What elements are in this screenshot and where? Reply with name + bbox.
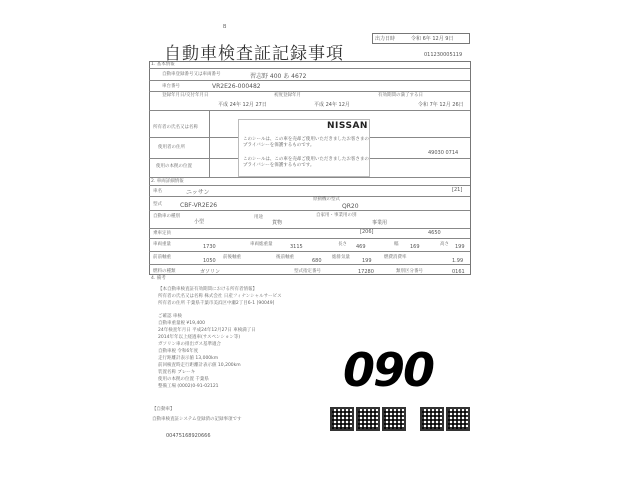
form-code: B <box>223 24 227 30</box>
first-registration-date: 平成 24年 12月 27日 <box>218 102 267 108</box>
model-code: CBF-VR2E26 <box>180 202 218 209</box>
registration-number: 習志野 400 あ 4672 <box>250 73 307 80</box>
vin-number: VR2E26-000482 <box>212 83 261 90</box>
notes-block: 【本自動車検査証有効期間における所有者情報】 所有者の氏名又は名称 株式会社 日産フィナンシャルサービス 所有者の住所 千葉県千葉市美浜区中瀬2丁目6-1 [90049] ご確認 車検 自動車重量税 ¥19,400 24年検査年月日 平成24年12月27日 車検満了日 2014年年以上経過車(サスペンション等) ガソリン車の排出ガス基準適合 自動車税 令和6年度 走行距離計表示値 13,000km 前回検査時走行距離計表示値 10,200km 装置名称 ブレーキ 使用の本拠の位置 千葉県 整備工場 (0002)0-91-02121 <box>158 287 282 389</box>
privacy-sticker: このシールは、この車を売却ご使用いただきましたお客さまのプライバシーを保護するものです。 このシールは、この車を売却ご使用いただきましたお客さまのプライバシーを保護するものです。 <box>238 119 370 177</box>
issue-date-value: 令和 6年 12月 9日 <box>411 36 454 42</box>
document-title: 自動車検査証記録事項 <box>164 44 344 64</box>
handwritten-number: 090 <box>343 343 434 397</box>
qr-code-2 <box>356 407 380 431</box>
gross-weight: 3115 <box>290 244 303 250</box>
vehicle-weight: 1730 <box>203 244 216 250</box>
footer-serial: 00475168920666 <box>166 433 211 439</box>
engine-model: QR20 <box>342 203 359 210</box>
qr-code-1 <box>330 407 354 431</box>
expiry-date-field: 令和 7年 12月 26日 <box>418 102 464 108</box>
postal-code: 49030 0714 <box>428 150 459 156</box>
nissan-logo: NISSAN <box>327 121 368 131</box>
qr-code-3 <box>382 407 406 431</box>
document-page: B 自動車検査証記録事項 出力日時 令和 6年 12月 9日 011230005119 1. 基本情報 自動車登録番号又は車両番号 習志野 400 あ 4672 車台番号 VR2E26-000482 登録年月日/交付年月日 平成 24年 12月 27日 初度登録年月 平成 24年 12月 有効期間の満了する日 令和 7年 12月 26日 所有者の氏名又は名称 使用者の住所 使用の本拠の位置 49030 0714 このシールは、この車を売却ご使用いただきましたお客さまのプライバシーを保護するものです。 このシールは、この車を売却ご使用いただきましたお客さまのプライバシーを保護するものです。 NISSAN 2. 車両詳細情報 車名 ニッサン [21] 型式 CBF-VR2E26 原動機の型式 QR20 自動車の種別 小型 用途 貨物 自家用・事業用の別 事業用 乗車定員 [206] 4650 車両重量 1730 車両総重量 3115 長さ 469 幅 169 高さ 199 前前軸重 1050 前後軸重 後前軸重 680 総排気量 199 燃費消費率 1.99 燃料の種類 ガソリン 型式指定番号 17280 類別区分番号 0161 4. 備考 【本自動車検査証有効期間における所有者情報】 所有者の氏名又は名称 株式会社 日産フィナンシャルサービス 所有者の住所 千葉県千葉市美浜区中瀬2丁目6-1 [90049] ご確認 車検 自動車重量税 ¥19,400 24年検査年月日 平成24年12月27日 車検満了日 2014年年以上経過車(サスペンション等) ガソリン車の排出ガス基準適合 自動車税 令和6年度 走行距離計表示値 13,000km 前回検査時走行距離計表示値 10,200km 装置名称 ブレーキ 使用の本拠の位置 千葉県 整備工場 (0002)0-91-02121 090 【自動車】 自動車検査証システム登録済の記録事項です 00475168920666 <box>0 0 640 480</box>
qr-code-5 <box>446 407 470 431</box>
issue-date-field: 平成 24年 12月 <box>314 102 350 108</box>
fuel-type: ガソリン <box>200 269 221 275</box>
qr-code-4 <box>420 407 444 431</box>
issue-date-box: 出力日時 令和 6年 12月 9日 <box>372 33 470 44</box>
vehicle-name: ニッサン <box>186 189 210 196</box>
record-number: 011230005119 <box>424 52 463 58</box>
